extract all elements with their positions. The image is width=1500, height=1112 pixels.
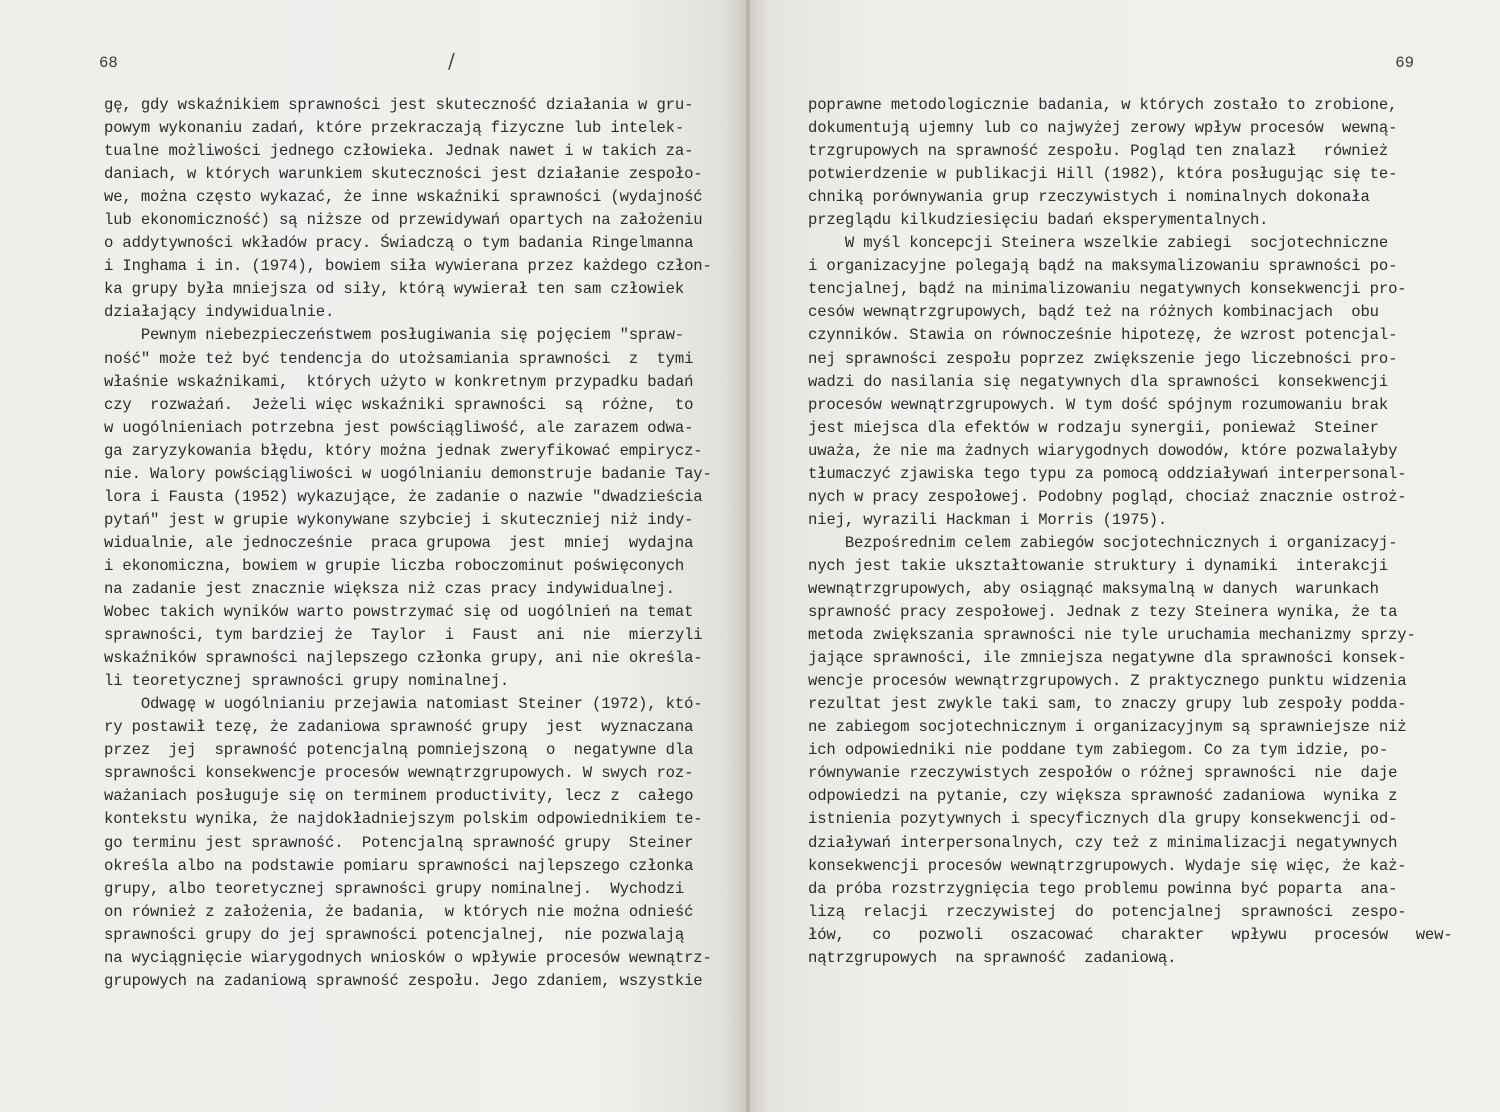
- text-line: tualne możliwości jednego człowieka. Jednak nawet i w takich za-: [104, 142, 694, 161]
- text-line: Pewnym niebezpieczeństwem posługiwania się pojęciem "spraw-: [104, 326, 685, 345]
- text-line: łów, co pozwoli oszacować charakter wpływu procesów wew-: [808, 925, 1453, 944]
- text-line: w uogólnieniach potrzebna jest powściągliwość, ale zarazem odwa-: [104, 418, 694, 437]
- text-line: trzgrupowych na sprawność zespołu. Pogląd ten znalazł również: [808, 142, 1389, 161]
- text-line: i Inghama i in. (1974), bowiem siła wywierana przez każdego człon-: [104, 257, 712, 276]
- right-page: [748, 0, 1500, 1112]
- text-line: odpowiedzi na pytanie, czy większa sprawność zadaniowa wynika z: [808, 787, 1398, 806]
- text-line: sprawności konsekwencje procesów wewnątrzgrupowych. W swych roz-: [104, 764, 694, 783]
- text-line: Wobec takich wyników warto powstrzymać się od uogólnień na temat: [104, 603, 694, 622]
- text-line: ność" może też być tendencja do utożsamiania sprawności z tymi: [104, 349, 694, 368]
- text-line: na wyciągnięcie wiarygodnych wniosków o wpływie procesów wewnątrz-: [104, 948, 712, 967]
- text-line: sprawności grupy do jej sprawności potencjalnej, nie pozwalają: [104, 925, 685, 944]
- page-number: 69: [1395, 54, 1414, 72]
- text-line: tłumaczyć zjawiska tego typu za pomocą oddziaływań interpersonal-: [808, 464, 1407, 483]
- left-page: [0, 0, 748, 1112]
- text-line: przez jej sprawność potencjalną pomniejszoną o negatywne dla: [104, 741, 694, 760]
- text-line: tencjalnej, bądź na minimalizowaniu negatywnych konsekwencji pro-: [808, 280, 1407, 299]
- text-line: cesów wewnątrzgrupowych, bądź też na różnych kombinacjach obu: [808, 303, 1379, 322]
- text-line: czynników. Stawia on równocześnie hipotezę, że wzrost potencjal-: [808, 326, 1398, 345]
- text-line: sprawność pracy zespołowej. Jednak z tezy Steinera wynika, że ta: [808, 603, 1398, 622]
- text-line: widualnie, ale jednocześnie praca grupowa jest mniej wydajna: [104, 533, 694, 552]
- text-line: da próba rozstrzygnięcia tego problemu powinna być poparta ana-: [808, 879, 1398, 898]
- text-line: konsekwencji procesów wewnątrzgrupowych. Wydaje się więc, że każ-: [808, 856, 1407, 875]
- text-line: on również z założenia, że badania, w których nie można odnieść: [104, 902, 694, 921]
- text-line: i ekonomiczna, bowiem w grupie liczba roboczominut poświęconych: [104, 556, 685, 575]
- text-line: lizą relacji rzeczywistej do potencjalnej sprawności zespo-: [808, 902, 1407, 921]
- left-text-block: [104, 94, 716, 993]
- text-line: wencje procesów wewnątrzgrupowych. Z praktycznego punktu widzenia: [808, 672, 1407, 691]
- text-line: ne zabiegom socjotechnicznym i organizacyjnym są sprawniejsze niż: [808, 718, 1407, 737]
- text-line: ka grupy była mniejsza od siły, którą wywierał ten sam człowiek: [104, 280, 685, 299]
- text-line: działywań interpersonalnych, czy też z minimalizacji negatywnych: [808, 833, 1398, 852]
- text-line: powym wykonaniu zadań, które przekraczają fizyczne lub intelek-: [104, 119, 685, 138]
- page-number: 68: [99, 54, 118, 72]
- text-line: przeglądu kilkudziesięciu badań eksperymentalnych.: [808, 211, 1269, 230]
- text-line: działający indywidualnie.: [104, 303, 335, 322]
- right-text-block: [808, 94, 1453, 970]
- text-line: i organizacyjne polegają bądź na maksymalizowaniu sprawności po-: [808, 257, 1398, 276]
- text-line: grupy, albo teoretycznej sprawności grupy nominalnej. Wychodzi: [104, 879, 685, 898]
- text-line: ważaniach posługuje się on terminem productivity, lecz z całego: [104, 787, 694, 806]
- text-line: na zadanie jest znacznie większa niż czas pracy indywidualnej.: [104, 579, 675, 598]
- text-line: W myśl koncepcji Steinera wszelkie zabiegi socjotechniczne: [808, 234, 1389, 253]
- text-line: określa albo na podstawie pomiaru sprawności najlepszego członka: [104, 856, 694, 875]
- text-line: czy rozważań. Jeżeli więc wskaźniki sprawności są różne, to: [104, 395, 694, 414]
- book-gutter: [746, 0, 750, 1112]
- text-line: nych w pracy zespołowej. Podobny pogląd, chociaż znacznie ostroż-: [808, 487, 1407, 506]
- text-line: Odwagę w uogólnianiu przejawia natomiast Steiner (1972), któ-: [104, 695, 703, 714]
- text-line: sprawności, tym bardziej że Taylor i Faust ani nie mierzyli: [104, 626, 703, 645]
- text-line: nątrzgrupowych na sprawność zadaniową.: [808, 948, 1177, 967]
- text-line: go terminu jest sprawność. Potencjalną sprawność grupy Steiner: [104, 833, 694, 852]
- text-line: wadzi do nasilania się negatywnych dla sprawności konsekwencji: [808, 372, 1389, 391]
- text-line: równywanie rzeczywistych zespołów o różnej sprawności nie daje: [808, 764, 1398, 783]
- text-line: nie. Walory powściągliwości w uogólnianiu demonstruje badanie Tay-: [104, 464, 712, 483]
- text-line: nej sprawności zespołu poprzez zwiększenie jego liczebności pro-: [808, 349, 1398, 368]
- text-line: wewnątrzgrupowych, aby osiągnąć maksymalną w danych warunkach: [808, 579, 1379, 598]
- text-line: uważa, że nie ma żadnych wiarygodnych dowodów, które pozwalałyby: [808, 441, 1398, 460]
- text-line: ga zaryzykowania błędu, który można jednak zweryfikować empirycz-: [104, 441, 703, 460]
- text-line: o addytywności wkładów pracy. Świadczą o tym badania Ringelmanna: [104, 234, 694, 253]
- text-line: właśnie wskaźnikami, których użyto w konkretnym przypadku badań: [104, 372, 694, 391]
- text-line: niej, wyrazili Hackman i Morris (1975).: [808, 510, 1168, 529]
- text-line: wskaźników sprawności najlepszego członka grupy, ani nie określa-: [104, 649, 703, 668]
- text-line: li teoretycznej sprawności grupy nominalnej.: [104, 672, 510, 691]
- text-line: rezultat jest zwykle taki sam, to znaczy grupy lub zespoły podda-: [808, 695, 1407, 714]
- text-line: ich odpowiedniki nie poddane tym zabiegom. Co za tym idzie, po-: [808, 741, 1389, 760]
- text-line: poprawne metodologicznie badania, w których zostało to zrobione,: [808, 96, 1398, 114]
- text-line: kontekstu wynika, że najdokładniejszym polskim odpowiednikiem te-: [104, 810, 703, 829]
- text-line: metoda zwiększania sprawności nie tyle uruchamia mechanizmy sprzy-: [808, 626, 1416, 645]
- text-line: potwierdzenie w publikacji Hill (1982), która posługując się te-: [808, 165, 1398, 184]
- text-line: pytań" jest w grupie wykonywane szybciej i skuteczniej niż indy-: [104, 510, 694, 529]
- text-line: dokumentują ujemny lub co najwyżej zerowy wpływ procesów wewną-: [808, 119, 1398, 138]
- text-line: istnienia pozytywnych i specyficznych dla grupy konsekwencji od-: [808, 810, 1398, 829]
- text-line: grupowych na zadaniową sprawność zespołu. Jego zdaniem, wszystkie: [104, 971, 703, 990]
- text-line: nych jest takie ukształtowanie struktury i dynamiki interakcji: [808, 556, 1389, 575]
- text-line: gę, gdy wskaźnikiem sprawności jest skuteczność działania w gru-: [104, 96, 694, 114]
- text-line: daniach, w których warunkiem skuteczności jest działanie zespoło-: [104, 165, 703, 184]
- text-line: jest miejsca dla efektów w rodzaju synergii, ponieważ Steiner: [808, 418, 1379, 437]
- text-line: we, można często wykazać, że inne wskaźniki sprawności (wydajność: [104, 188, 703, 207]
- text-line: procesów wewnątrzgrupowych. W tym dość spójnym rozumowaniu brak: [808, 395, 1389, 414]
- pencil-mark: /: [448, 49, 455, 73]
- text-line: chniką porównywania grup rzeczywistych i nominalnych dokonała: [808, 188, 1370, 207]
- text-line: Bezpośrednim celem zabiegów socjotechnicznych i organizacyj-: [808, 533, 1398, 552]
- text-line: ry postawił tezę, że zadaniowa sprawność grupy jest wyznaczana: [104, 718, 694, 737]
- text-line: lora i Fausta (1952) wykazujące, że zadanie o nazwie "dwadzieścia: [104, 487, 703, 506]
- text-line: jające sprawności, ile zmniejsza negatywne dla sprawności konsek-: [808, 649, 1407, 668]
- text-line: lub ekonomiczność) są niższe od przewidywań opartych na założeniu: [104, 211, 703, 230]
